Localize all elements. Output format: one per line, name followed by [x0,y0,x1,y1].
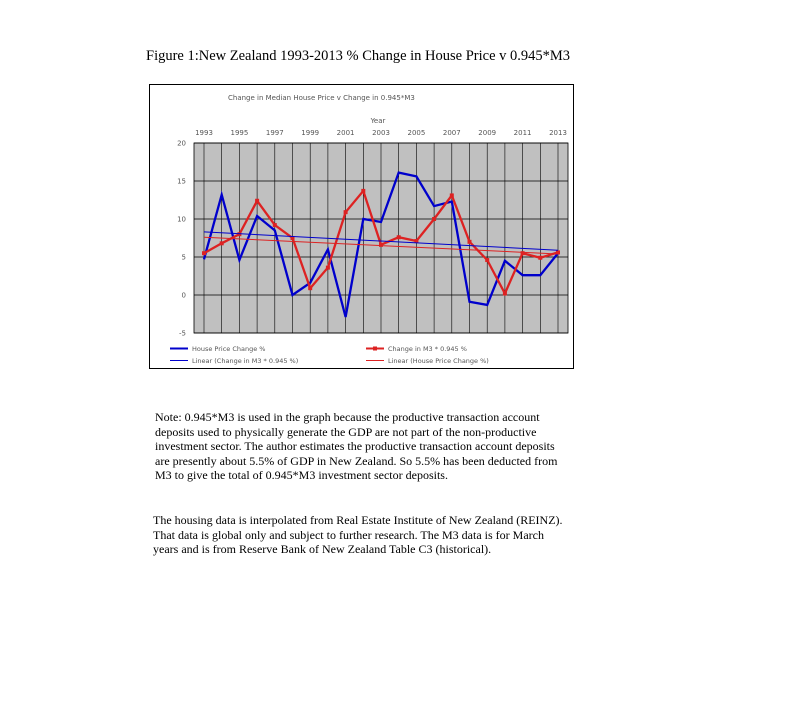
y-tick-label: -5 [179,329,186,338]
series-marker [397,235,401,239]
y-tick-label: 10 [177,215,186,224]
x-tick-label: 1993 [195,129,213,137]
series-marker [432,217,436,221]
series-marker [326,266,330,270]
series-marker [468,240,472,244]
chart-container [149,84,574,369]
series-marker [273,223,277,227]
chart-title: Change in Median House Price v Change in 0.945*M3 [228,94,415,102]
source-line: The housing data is interpolated from Real Estate Institute of New Zealand (REINZ). [153,513,563,527]
y-tick-label: 5 [181,253,186,262]
legend-marker [373,347,377,351]
series-marker [538,256,542,260]
legend-label: House Price Change % [192,345,266,353]
series-marker [361,189,365,193]
y-tick-label: 20 [177,139,186,148]
x-tick-label: 2009 [478,129,497,137]
note-line: Note: 0.945*M3 is used in the graph because the productive transaction account [155,410,540,424]
note-line: M3 to give the total of 0.945*M3 investment sector deposits. [155,468,448,483]
x-tick-label: 2001 [336,129,355,137]
source-line: years and is from Reserve Bank of New Zealand Table C3 (historical). [153,542,492,557]
legend-label: Linear (Change in M3 * 0.945 %) [192,357,299,365]
note-paragraph [155,410,595,483]
series-marker [202,251,206,255]
series-marker [308,286,312,290]
x-axis-title: Year [370,117,386,125]
series-marker [344,210,348,214]
x-tick-label: 1999 [301,129,320,137]
source-paragraph [153,513,603,557]
series-marker [255,199,259,203]
y-tick-label: 0 [181,291,186,300]
series-marker [485,258,489,262]
x-tick-label: 1997 [265,129,284,137]
x-tick-label: 2003 [372,129,390,137]
note-line: investment sector. The author estimates the productive transaction account deposits [155,439,555,454]
figure-title: Figure 1:New Zealand 1993-2013 % Change in House Price v 0.945*M3 [146,48,571,64]
legend-label: Linear (House Price Change %) [388,357,489,365]
source-line: That data is global only and subject to further research. The M3 data is for March [153,527,544,542]
x-tick-label: 2005 [407,129,426,137]
series-marker [450,193,454,197]
x-tick-label: 2011 [513,129,532,137]
y-tick-label: 15 [177,177,186,186]
x-tick-label: 2007 [442,129,461,137]
x-tick-label: 1995 [230,129,249,137]
legend-label: Change in M3 * 0.945 % [388,345,467,353]
series-marker [379,243,383,247]
note-line: are presently about 5.5% of GDP in New Zealand. So 5.5% has been deducted from [155,453,558,468]
line-chart [150,85,575,370]
series-marker [503,291,507,295]
x-tick-label: 2013 [549,129,567,137]
series-marker [220,241,224,245]
note-line: deposits used to physically generate the GDP are not part of the non-productive [155,424,537,439]
